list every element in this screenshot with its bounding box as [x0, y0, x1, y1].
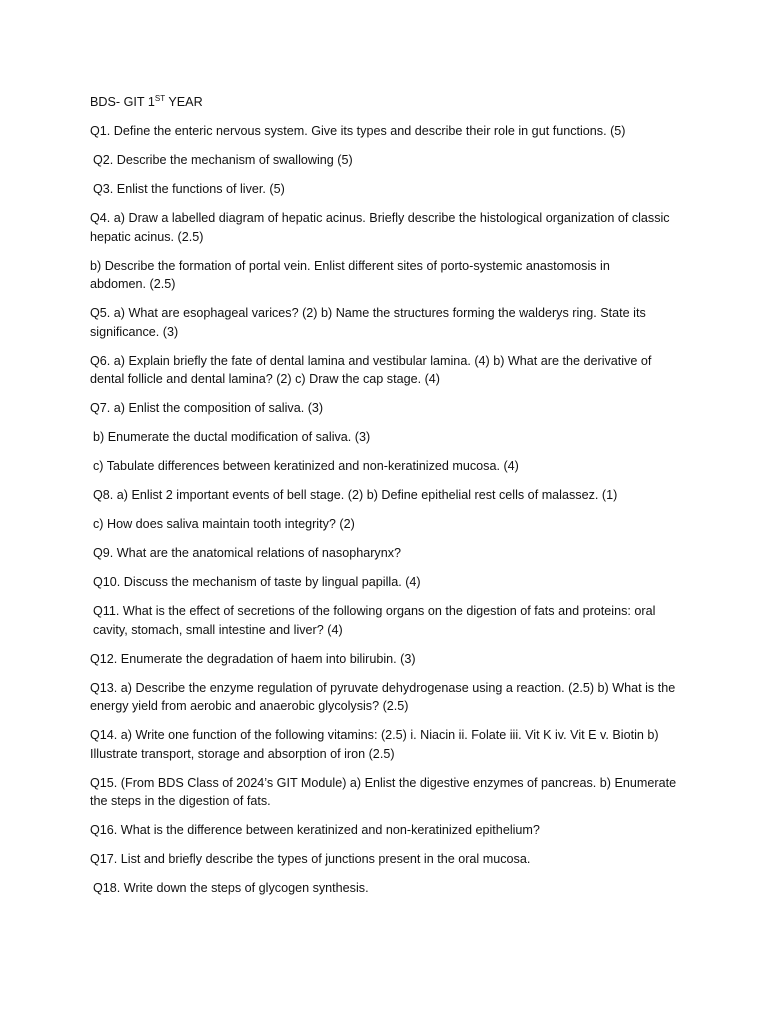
question-paragraph	[90, 304, 680, 341]
heading-text: BDS- GIT 1	[90, 95, 155, 109]
question-line: Q6. a) Explain briefly the fate of dental lamina and vestibular lamina. (4) b) What are the derivative of	[90, 353, 652, 368]
question-line: c) How does saliva maintain tooth integrity? (2)	[93, 517, 355, 532]
question-paragraph	[90, 352, 680, 389]
question-paragraph	[90, 850, 680, 869]
question-paragraph	[90, 650, 680, 669]
question-paragraph	[90, 821, 680, 840]
document-body	[90, 93, 680, 908]
question-line: significance. (3)	[90, 324, 179, 339]
question-paragraph	[90, 257, 680, 294]
heading-suffix: YEAR	[165, 95, 203, 109]
question-line: Q4. a) Draw a labelled diagram of hepatic acinus. Briefly describe the histological organization of classic	[90, 210, 670, 225]
question-paragraph	[90, 122, 680, 141]
question-line: Q15. (From BDS Class of 2024’s GIT Module) a) Enlist the digestive enzymes of pancreas. b) Enumerate	[90, 775, 677, 790]
question-line: Q2. Describe the mechanism of swallowing (5)	[93, 152, 353, 167]
question-line: Q18. Write down the steps of glycogen synthesis.	[93, 881, 369, 896]
document-heading	[90, 93, 680, 112]
question-paragraph	[90, 879, 680, 898]
question-line: energy yield from aerobic and anaerobic glycolysis? (2.5)	[90, 699, 409, 714]
question-paragraph	[90, 457, 680, 476]
question-paragraph	[90, 573, 680, 592]
question-line: Q17. List and briefly describe the types of junctions present in the oral mucosa.	[90, 852, 531, 867]
question-line: Q7. a) Enlist the composition of saliva. (3)	[90, 401, 324, 416]
question-paragraph	[90, 602, 680, 639]
question-line: Q11. What is the effect of secretions of the following organs on the digestion of fats and proteins: oral	[93, 604, 656, 619]
question-line: Q14. a) Write one function of the following vitamins: (2.5) i. Niacin ii. Folate iii. Vit K iv. Vit E v. Biotin b)	[90, 728, 659, 743]
question-paragraph	[90, 679, 680, 716]
question-line: Q16. What is the difference between keratinized and non-keratinized epithelium?	[90, 823, 540, 838]
question-line: Q3. Enlist the functions of liver. (5)	[93, 181, 285, 196]
question-line: Q5. a) What are esophageal varices? (2) b) Name the structures forming the walderys ring. State its	[90, 306, 646, 321]
question-paragraph	[90, 774, 680, 811]
question-paragraph	[90, 399, 680, 418]
question-list	[90, 122, 680, 898]
question-line: abdomen. (2.5)	[90, 277, 176, 292]
question-paragraph	[90, 544, 680, 563]
question-line: b) Enumerate the ductal modification of saliva. (3)	[93, 430, 371, 445]
question-paragraph	[90, 180, 680, 199]
question-line: b) Describe the formation of portal vein. Enlist different sites of porto-systemic anastomosis in	[90, 258, 610, 273]
question-line: c) Tabulate differences between keratinized and non-keratinized mucosa. (4)	[93, 459, 519, 474]
question-line: Q1. Define the enteric nervous system. Give its types and describe their role in gut functions. (5)	[90, 123, 626, 138]
heading-superscript: ST	[154, 94, 166, 103]
question-paragraph	[90, 209, 680, 246]
question-line: cavity, stomach, small intestine and liver? (4)	[93, 622, 343, 637]
question-line: the steps in the digestion of fats.	[90, 794, 271, 809]
question-line: Q12. Enumerate the degradation of haem into bilirubin. (3)	[90, 651, 416, 666]
question-paragraph	[90, 151, 680, 170]
question-paragraph	[90, 428, 680, 447]
question-line: Q13. a) Describe the enzyme regulation of pyruvate dehydrogenase using a reaction. (2.5) b) What is the	[90, 680, 676, 695]
question-paragraph	[90, 486, 680, 505]
question-line: hepatic acinus. (2.5)	[90, 229, 204, 244]
question-line: Illustrate transport, storage and absorption of iron (2.5)	[90, 746, 395, 761]
question-line: Q8. a) Enlist 2 important events of bell stage. (2) b) Define epithelial rest cells of malassez. (1)	[93, 488, 618, 503]
question-line: dental follicle and dental lamina? (2) c) Draw the cap stage. (4)	[90, 372, 441, 387]
question-line: Q10. Discuss the mechanism of taste by lingual papilla. (4)	[93, 575, 421, 590]
question-paragraph	[90, 515, 680, 534]
question-line: Q9. What are the anatomical relations of nasopharynx?	[93, 546, 402, 561]
question-paragraph	[90, 726, 680, 763]
